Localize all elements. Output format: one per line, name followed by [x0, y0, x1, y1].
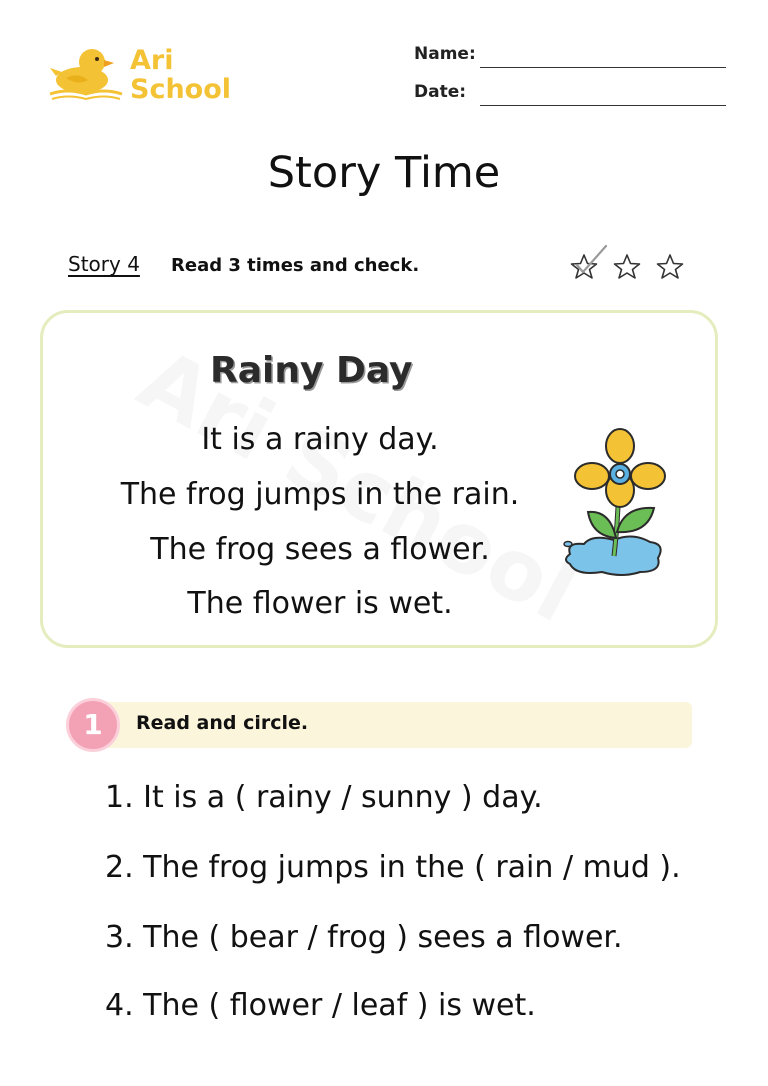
story-line: The frog jumps in the rain. — [120, 477, 520, 512]
date-label: Date: — [414, 82, 467, 102]
date-field[interactable] — [414, 82, 726, 108]
brand-name-line2: School — [130, 74, 232, 105]
reading-check-stars[interactable] — [566, 244, 690, 288]
story-line: The frog sees a flower. — [150, 532, 490, 567]
date-blank-line[interactable] — [480, 105, 726, 106]
star-icon-checked[interactable] — [572, 246, 607, 278]
page-title: Story Time — [267, 148, 501, 198]
reading-instruction: Read 3 times and check. — [171, 255, 420, 276]
story-line: The flower is wet. — [187, 586, 453, 621]
name-label: Name: — [414, 44, 476, 64]
story-number-label: Story 4 — [68, 252, 140, 276]
duck-icon — [48, 42, 128, 106]
name-blank-line[interactable] — [480, 67, 726, 68]
story-title: Rainy Day — [210, 350, 413, 391]
section-instruction: Read and circle. — [136, 712, 309, 734]
flower-in-puddle-illustration — [562, 426, 672, 586]
story-line: It is a rainy day. — [201, 422, 439, 457]
ari-school-logo — [48, 42, 238, 106]
star-icon[interactable] — [615, 255, 640, 278]
circle-question[interactable]: 4. The ( flower / leaf ) is wet. — [105, 988, 536, 1023]
brand-name-line1: Ari — [130, 45, 174, 76]
name-field[interactable] — [414, 44, 726, 70]
section-number-badge: 1 — [66, 698, 120, 752]
star-icon[interactable] — [658, 255, 683, 278]
circle-question[interactable]: 1. It is a ( rainy / sunny ) day. — [105, 780, 543, 815]
circle-question[interactable]: 2. The frog jumps in the ( rain / mud ). — [105, 850, 681, 885]
circle-question[interactable]: 3. The ( bear / frog ) sees a flower. — [105, 920, 623, 955]
